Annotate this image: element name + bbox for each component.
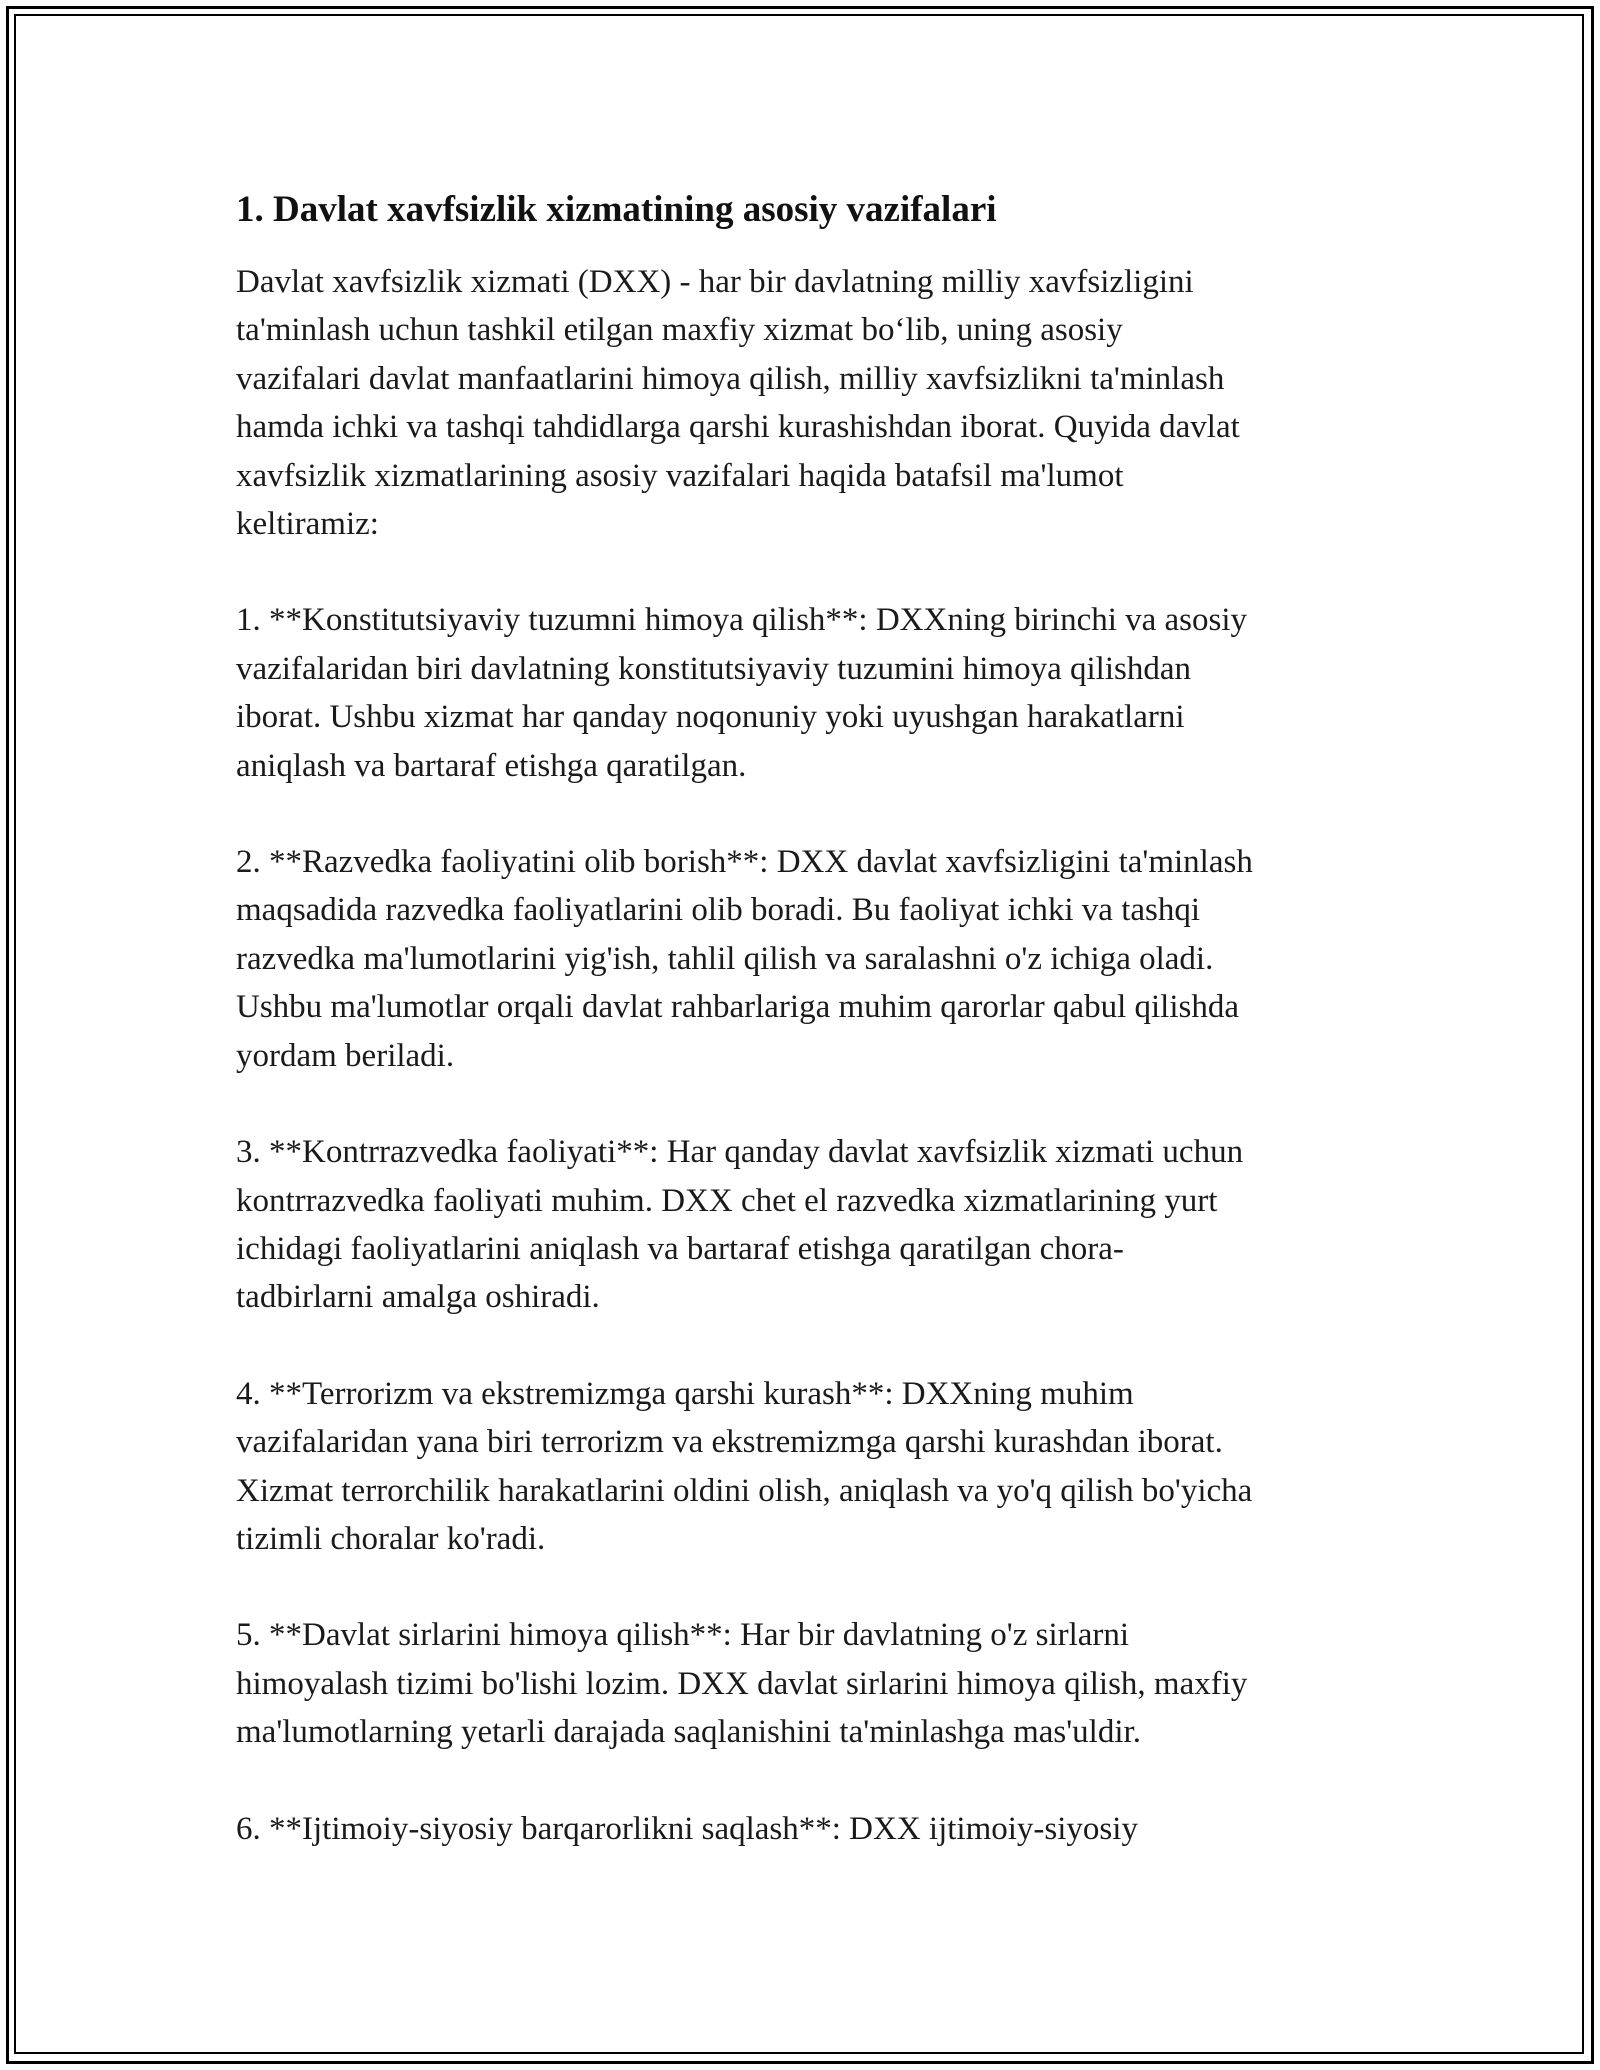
list-item-6: 6. **Ijtimoiy-siyosiy barqarorlikni saqlash**: DXX ijtimoiy-siyosiy [236,1810,1138,1847]
document-title: 1. Davlat xavfsizlik xizmatining asosiy vazifalari [236,189,997,230]
list-item-3: 3. **Kontrrazvedka faoliyati**: Har qanday davlat xavfsizlik xizmati uchun kontrrazvedka faoliyati muhim. DXX chet el razvedka xizmatlarining yurt ichidagi faoliyatlarini aniqlash va bartaraf etishga qaratilgan chora- tadbirlarni amalga oshiradi. [236,1134,1244,1316]
intro-paragraph: Davlat xavfsizlik xizmati (DXX) - har bir davlatning milliy xavfsizligini ta'minlash uchun tashkil etilgan maxfiy xizmat bo‘lib, uning asosiy vazifalari davlat manfaatlarini himoya qilish, milliy xavfsizlikni ta'minlash hamda ichki va tashqi tahdidlarga qarshi kurashishdan iborat. Quyida davlat xavfsizlik xizmatlarining asosiy vazifalari haqida batafsil ma'lumot keltiramiz: [236,264,1240,543]
list-item-1: 1. **Konstitutsiyaviy tuzumni himoya qilish**: DXXning birinchi va asosiy vazifalaridan biri davlatning konstitutsiyaviy tuzumini himoya qilishdan iborat. Ushbu xizmat har qanday noqonuniy yoki uyushgan harakatlarni aniqlash va bartaraf etishga qaratilgan. [236,602,1248,784]
list-item-5: 5. **Davlat sirlarini himoya qilish**: Har bir davlatning o'z sirlarni himoyalash tizimi bo'lishi lozim. DXX davlat sirlarini himoya qilish, maxfiy ma'lumotlarning yetarli darajada saqlanishini ta'minlashga mas'uldir. [236,1617,1248,1751]
document-body [236,186,1376,1901]
list-item-2: 2. **Razvedka faoliyatini olib borish**: DXX davlat xavfsizligini ta'minlash maqsadida razvedka faoliyatlarini olib boradi. Bu faoliyat ichki va tashqi razvedka ma'lumotlarini yig'ish, tahlil qilish va saralashni o'z ichiga oladi. Ushbu ma'lumotlar orqali davlat rahbarlariga muhim qarorlar qabul qilishda yordam beriladi. [236,844,1253,1074]
list-item-4: 4. **Terrorizm va ekstremizmga qarshi kurash**: DXXning muhim vazifalaridan yana biri terrorizm va ekstremizmga qarshi kurashdan iborat. Xizmat terrorchilik harakatlarini oldini olish, aniqlash va yo'q qilish bo'yicha tizimli choralar ko'radi. [236,1375,1253,1557]
